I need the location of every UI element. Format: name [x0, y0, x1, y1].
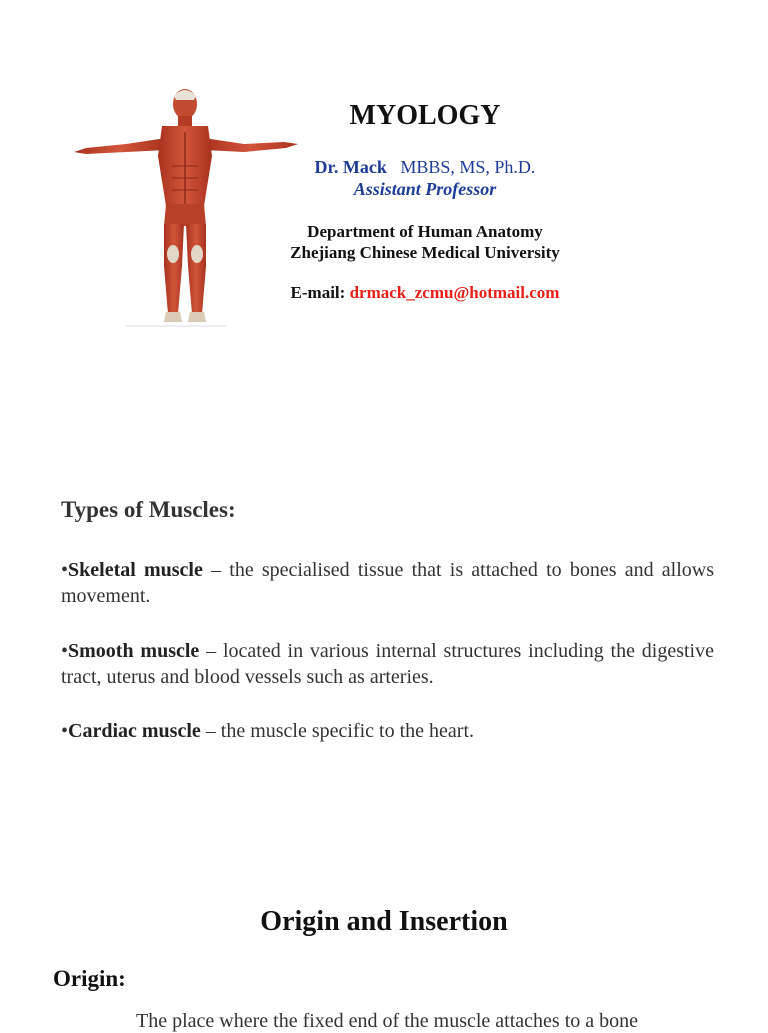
bullet: • [61, 720, 69, 742]
university: Zhejiang Chinese Medical University [290, 243, 560, 262]
author-name: Dr. Mack [314, 157, 387, 177]
description: – the specialised tissue that is attached to bones and allows movement. [61, 559, 715, 607]
description: – the muscle specific to the heart. [200, 720, 475, 742]
list-item-cardiac [61, 718, 714, 744]
bullet: • [61, 640, 69, 662]
author-degrees: MBBS, MS, Ph.D. [400, 157, 536, 177]
origin-subheading: Origin: [53, 966, 126, 991]
affiliation [230, 221, 620, 263]
department: Department of Human Anatomy [307, 222, 543, 241]
list-item-skeletal [61, 557, 714, 609]
email-line [230, 283, 620, 303]
email-label: E-mail: [290, 283, 346, 302]
origin-definition: The place where the fixed end of the muscle attaches to a bone [136, 1010, 639, 1032]
author-position: Assistant Professor [353, 179, 497, 199]
description: – located in various internal structures including the digestive tract, uterus and blood vessels such as arteries. [61, 640, 714, 688]
term: Cardiac muscle [68, 720, 201, 742]
slide-title: MYOLOGY [349, 100, 501, 131]
term: Smooth muscle [68, 640, 200, 662]
types-heading: Types of Muscles: [61, 497, 236, 522]
term: Skeletal muscle [68, 559, 203, 581]
bullet: • [61, 559, 69, 581]
email-address[interactable]: drmack_zcmu@hotmail.com [349, 283, 560, 302]
author-line [250, 157, 600, 178]
list-item-smooth [61, 638, 714, 690]
origin-insertion-heading: Origin and Insertion [260, 906, 508, 937]
